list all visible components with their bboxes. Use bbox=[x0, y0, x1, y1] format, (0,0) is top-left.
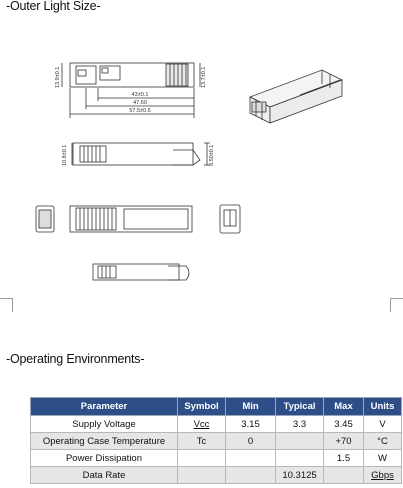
side-view-drawing bbox=[72, 143, 210, 165]
cell-min bbox=[226, 467, 276, 484]
cell-max bbox=[324, 467, 364, 484]
isometric-view-drawing bbox=[250, 70, 342, 123]
table-header-row bbox=[31, 398, 402, 416]
bottom-view-drawing bbox=[70, 206, 192, 232]
cell-symbol bbox=[178, 467, 226, 484]
cell-units: °C bbox=[364, 433, 402, 450]
cell-min: 3.15 bbox=[226, 416, 276, 433]
operating-environments-table bbox=[30, 397, 402, 484]
cell-parameter: Power Dissipation bbox=[31, 450, 178, 467]
cell-max: 1.5 bbox=[324, 450, 364, 467]
cell-max: +70 bbox=[324, 433, 364, 450]
header-symbol: Symbol bbox=[178, 398, 226, 416]
cell-symbol: Vcc bbox=[178, 416, 226, 433]
cell-symbol: Tc bbox=[178, 433, 226, 450]
latch-view-drawing bbox=[93, 264, 189, 280]
cell-min: 0 bbox=[226, 433, 276, 450]
header-typical: Typical bbox=[276, 398, 324, 416]
header-min: Min bbox=[226, 398, 276, 416]
cell-typical: 10.3125 bbox=[276, 467, 324, 484]
cell-parameter: Operating Case Temperature bbox=[31, 433, 178, 450]
cell-parameter: Data Rate bbox=[31, 467, 178, 484]
cell-typical bbox=[276, 450, 324, 467]
outer-size-title: -Outer Light Size- bbox=[6, 0, 101, 13]
table-row bbox=[31, 467, 402, 484]
dim-8-50: 8.50±0.1 bbox=[209, 144, 215, 166]
table-row bbox=[31, 416, 402, 433]
cell-symbol bbox=[178, 450, 226, 467]
dim-47-60: 47.60 bbox=[133, 100, 147, 106]
front-view-drawing bbox=[36, 206, 54, 232]
dim-43: 43±0.1 bbox=[131, 92, 149, 98]
cell-typical: 3.3 bbox=[276, 416, 324, 433]
header-units: Units bbox=[364, 398, 402, 416]
dim-10-8: 10.8±0.1 bbox=[62, 144, 68, 166]
back-view-drawing bbox=[220, 205, 240, 233]
table-row bbox=[31, 450, 402, 467]
cell-units: Gbps bbox=[364, 467, 402, 484]
cell-units: W bbox=[364, 450, 402, 467]
table-row bbox=[31, 433, 402, 450]
header-max: Max bbox=[324, 398, 364, 416]
cell-min bbox=[226, 450, 276, 467]
header-parameter: Parameter bbox=[31, 398, 178, 416]
operating-environments-title: -Operating Environments- bbox=[6, 352, 145, 366]
cell-max: 3.45 bbox=[324, 416, 364, 433]
dim-13-9: 13.9±0.1 bbox=[55, 66, 61, 88]
dim-57-5: 57.5±0.5 bbox=[129, 108, 151, 114]
cell-parameter: Supply Voltage bbox=[31, 416, 178, 433]
cell-units: V bbox=[364, 416, 402, 433]
dim-13-7: 13.7±0.1 bbox=[201, 66, 207, 88]
cell-typical bbox=[276, 433, 324, 450]
